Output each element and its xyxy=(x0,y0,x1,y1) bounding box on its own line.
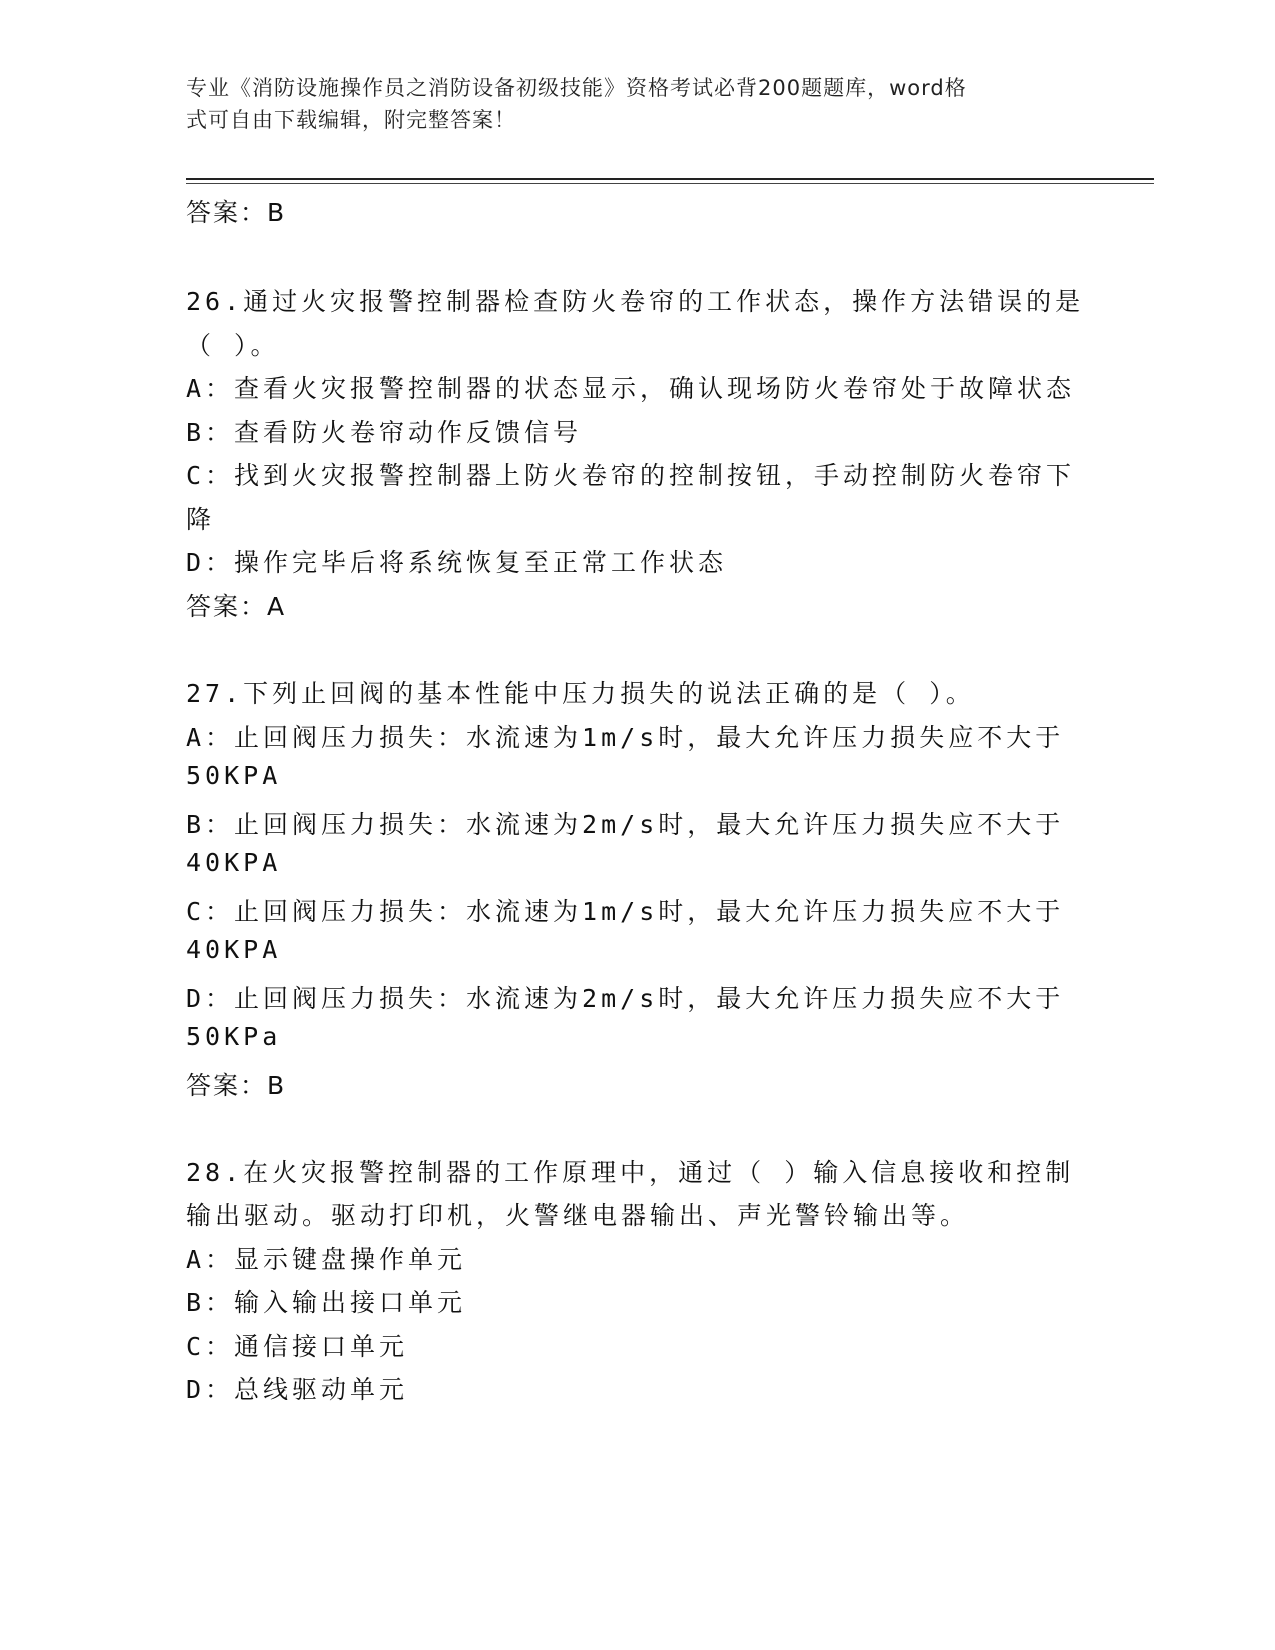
q26-option-c-line-1: C：找到火灾报警控制器上防火卷帘的控制按钮，手动控制防火卷帘下 xyxy=(186,461,1076,490)
q27-option-a-line-2: 50KPA xyxy=(186,761,282,790)
header-rule-thick xyxy=(186,178,1154,180)
answer-q26: 答案：A xyxy=(186,592,287,621)
q27-option-d-line-2: 50KPa xyxy=(186,1022,282,1051)
q27-option-d-line-1: D：止回阀压力损失：水流速为2m/s时，最大允许压力损失应不大于 xyxy=(186,984,1065,1013)
q28-option-c: C：通信接口单元 xyxy=(186,1332,409,1361)
q27-option-a-line-1: A：止回阀压力损失：水流速为1m/s时，最大允许压力损失应不大于 xyxy=(186,723,1065,752)
q27-option-b-line-2: 40KPA xyxy=(186,848,282,877)
q28-stem-line-2: 输出驱动。驱动打印机，火警继电器输出、声光警铃输出等。 xyxy=(186,1201,970,1230)
q26-stem-line-1: 26.通过火灾报警控制器检查防火卷帘的工作状态，操作方法错误的是 xyxy=(186,287,1085,316)
q27-option-b-line-1: B：止回阀压力损失：水流速为2m/s时，最大允许压力损失应不大于 xyxy=(186,810,1065,839)
q28-option-d: D：总线驱动单元 xyxy=(186,1375,409,1404)
answer-q25: 答案：B xyxy=(186,198,287,227)
q26-stem-line-2: （ ）。 xyxy=(186,331,280,360)
q26-option-b: B：查看防火卷帘动作反馈信号 xyxy=(186,418,583,447)
q27-option-c-line-1: C：止回阀压力损失：水流速为1m/s时，最大允许压力损失应不大于 xyxy=(186,897,1065,926)
header-line-1: 专业《消防设施操作员之消防设备初级技能》资格考试必背200题题库，word格 xyxy=(186,76,967,100)
q28-option-b: B：输入输出接口单元 xyxy=(186,1288,467,1317)
header-rule-thin xyxy=(186,183,1154,184)
q28-option-a: A：显示键盘操作单元 xyxy=(186,1245,467,1274)
q28-stem-line-1: 28.在火灾报警控制器的工作原理中，通过（ ）输入信息接收和控制 xyxy=(186,1158,1075,1187)
document-header xyxy=(186,72,1066,136)
q26-option-a: A：查看火灾报警控制器的状态显示，确认现场防火卷帘处于故障状态 xyxy=(186,374,1076,403)
header-line-2: 式可自由下载编辑，附完整答案！ xyxy=(186,108,516,132)
q27-option-c-line-2: 40KPA xyxy=(186,935,282,964)
q27-stem: 27.下列止回阀的基本性能中压力损失的说法正确的是（ ）。 xyxy=(186,679,975,708)
q26-option-c-line-2: 降 xyxy=(186,505,216,534)
answer-q27: 答案：B xyxy=(186,1071,287,1100)
q26-option-d: D：操作完毕后将系统恢复至正常工作状态 xyxy=(186,548,728,577)
